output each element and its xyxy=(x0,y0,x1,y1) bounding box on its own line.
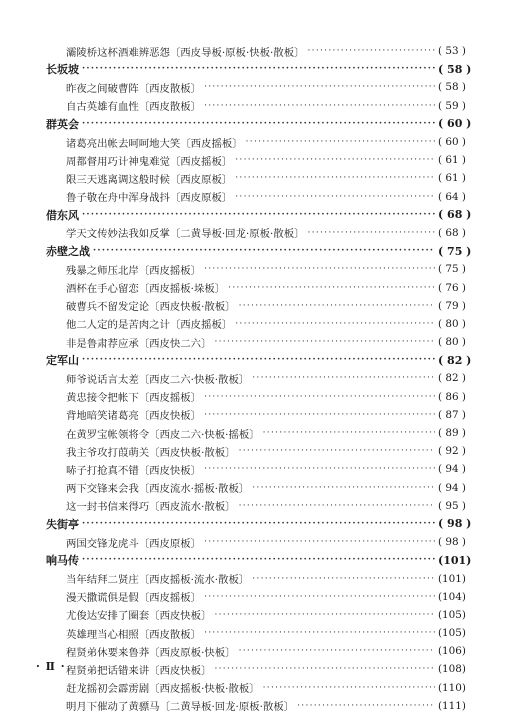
dot-leader xyxy=(239,646,435,656)
dot-leader xyxy=(239,446,435,456)
toc-entry-page: ( 58 ) xyxy=(438,62,472,76)
toc-entry xyxy=(46,569,478,587)
toc-section-heading xyxy=(46,115,478,133)
toc-entry-page: ( 59 ) xyxy=(438,99,466,112)
toc-entry-page: ( 87 ) xyxy=(438,408,466,421)
toc-entry xyxy=(46,660,478,678)
toc-entry-page: ( 68 ) xyxy=(438,208,472,222)
toc-entry-page: ( 60 ) xyxy=(438,136,466,149)
toc-entry-page: ( 82 ) xyxy=(438,372,466,385)
toc-entry-title: 失街亭 xyxy=(46,517,79,531)
toc-section-heading xyxy=(46,515,478,533)
dot-leader xyxy=(204,392,435,402)
toc-entry-title: 长坂坡 xyxy=(46,63,79,77)
toc-entry-page: ( 68 ) xyxy=(438,226,466,239)
toc-entry-page: ( 94 ) xyxy=(438,463,466,476)
toc-entry-page: (106) xyxy=(438,645,466,658)
toc-entry-title: 学天文传妙法我如反掌〔二黄导板·回龙·原板·散板〕 xyxy=(66,228,305,241)
toc-entry-page: ( 75 ) xyxy=(438,263,466,276)
toc-entry-title: 借东风 xyxy=(46,208,79,222)
toc-entry-page: (104) xyxy=(438,590,466,603)
dot-leader xyxy=(228,283,435,293)
toc-entry xyxy=(46,260,478,278)
table-of-contents xyxy=(46,42,478,715)
dot-leader xyxy=(204,264,435,274)
toc-entry xyxy=(46,497,478,515)
dot-leader xyxy=(239,301,435,311)
toc-entry xyxy=(46,460,478,478)
toc-entry-page: ( 60 ) xyxy=(438,117,472,131)
toc-entry-title: 哧子打抢真不错〔西皮快板〕 xyxy=(66,464,202,477)
toc-entry-page: ( 80 ) xyxy=(438,317,466,330)
toc-entry-page: ( 94 ) xyxy=(438,481,466,494)
toc-entry-page: ( 92 ) xyxy=(438,445,466,458)
toc-entry-page: ( 61 ) xyxy=(438,154,466,167)
dot-leader xyxy=(204,592,435,602)
toc-entry xyxy=(46,369,478,387)
toc-entry-title: 两下交锋来会我〔西皮流水·摇板·散板〕 xyxy=(66,483,250,496)
dot-leader xyxy=(263,428,435,438)
toc-entry-page: (101) xyxy=(438,572,466,585)
dot-leader xyxy=(235,192,435,202)
toc-entry-title: 鲁子敬在舟中浑身战抖〔西皮原板〕 xyxy=(66,192,233,205)
dot-leader xyxy=(252,373,435,383)
toc-entry-page: ( 89 ) xyxy=(438,427,466,440)
toc-entry-title: 尤俊达安排了圈套〔西皮快板〕 xyxy=(66,610,212,623)
toc-entry-title: 诸葛亮出帐去呵呵地大笑〔西皮摇板〕 xyxy=(66,137,243,150)
dot-leader xyxy=(252,483,435,493)
dot-leader xyxy=(82,119,435,129)
dot-leader xyxy=(308,46,435,56)
toc-entry-page: (111) xyxy=(438,699,466,712)
toc-entry-title: 破曹兵不留发定论〔西皮快板·散板〕 xyxy=(66,301,236,314)
toc-entry-title: 赶龙摇初会霹雳剧〔西皮摇板·快板·散板〕 xyxy=(66,683,260,696)
toc-entry-page: ( 53 ) xyxy=(438,45,466,58)
dot-leader xyxy=(204,537,435,547)
toc-entry-page: ( 98 ) xyxy=(438,536,466,549)
toc-entry-page: (108) xyxy=(438,663,466,676)
toc-entry xyxy=(46,406,478,424)
toc-entry-page: ( 75 ) xyxy=(438,244,472,258)
toc-entry xyxy=(46,588,478,606)
toc-entry xyxy=(46,97,478,115)
dot-leader xyxy=(263,683,435,693)
toc-entry xyxy=(46,679,478,697)
toc-entry xyxy=(46,424,478,442)
toc-entry xyxy=(46,188,478,206)
dot-leader xyxy=(235,319,435,329)
toc-entry-title: 当年结拜二贤庄〔西皮摇板·流水·散板〕 xyxy=(66,574,250,587)
toc-entry-title: 残暴之师压北岸〔西皮摇板〕 xyxy=(66,264,202,277)
toc-entry-page: ( 79 ) xyxy=(438,299,466,312)
dot-leader xyxy=(297,701,435,711)
toc-entry-title: 黄忠接令把帐下〔西皮摇板〕 xyxy=(66,392,202,405)
toc-entry-title: 定军山 xyxy=(46,354,79,368)
dot-leader xyxy=(214,610,435,620)
toc-entry xyxy=(46,442,478,460)
toc-entry xyxy=(46,642,478,660)
toc-entry-page: ( 80 ) xyxy=(438,336,466,349)
dot-leader xyxy=(82,210,435,220)
toc-entry xyxy=(46,297,478,315)
toc-entry-title: 在黄罗宝帐领将令〔西皮二六·快板·摇板〕 xyxy=(66,428,260,441)
toc-entry xyxy=(46,169,478,187)
toc-entry-page: ( 95 ) xyxy=(438,499,466,512)
toc-entry xyxy=(46,224,478,242)
dot-leader xyxy=(204,628,435,638)
dot-leader xyxy=(204,101,435,111)
dot-leader xyxy=(214,337,435,347)
dot-leader xyxy=(308,228,435,238)
toc-entry-title: 漫天撒谎俱是假〔西皮摇板〕 xyxy=(66,592,202,605)
toc-entry-title: 昨夜之间破曹阵〔西皮散板〕 xyxy=(66,82,202,95)
toc-entry xyxy=(46,78,478,96)
toc-entry-title: 他二人定的是苦肉之计〔西皮摇板〕 xyxy=(66,319,233,332)
toc-entry-title: 赤壁之战 xyxy=(46,245,90,259)
toc-entry xyxy=(46,697,478,715)
toc-entry-page: ( 98 ) xyxy=(438,517,472,531)
toc-section-heading xyxy=(46,351,478,369)
toc-entry-title: 响马传 xyxy=(46,554,79,568)
toc-entry-page: (110) xyxy=(438,681,466,694)
dot-leader xyxy=(82,555,435,565)
toc-entry-page: ( 76 ) xyxy=(438,281,466,294)
toc-entry xyxy=(46,278,478,296)
toc-entry-title: 这一封书信来得巧〔西皮流水·散板〕 xyxy=(66,501,236,514)
toc-section-heading xyxy=(46,551,478,569)
toc-entry-title: 英雄理当心相照〔西皮散板〕 xyxy=(66,628,202,641)
dot-leader xyxy=(214,664,435,674)
toc-entry-page: (105) xyxy=(438,627,466,640)
toc-entry-title: 群英会 xyxy=(46,117,79,131)
dot-leader xyxy=(252,574,435,584)
toc-entry-page: ( 86 ) xyxy=(438,390,466,403)
toc-entry-title: 背地暗笑诸葛亮〔西皮快板〕 xyxy=(66,410,202,423)
dot-leader xyxy=(82,355,435,365)
toc-entry-title: 我主爷攻打葭萌关〔西皮快板·散板〕 xyxy=(66,446,236,459)
dot-leader xyxy=(204,82,435,92)
toc-entry-page: ( 64 ) xyxy=(438,190,466,203)
toc-entry xyxy=(46,388,478,406)
toc-section-heading xyxy=(46,242,478,260)
toc-entry xyxy=(46,333,478,351)
toc-entry-page: (101) xyxy=(438,553,472,567)
dot-leader xyxy=(235,155,435,165)
toc-entry-title: 程贤弟休要来鲁莽〔西皮原板·快板〕 xyxy=(66,646,236,659)
toc-section-heading xyxy=(46,60,478,78)
dot-leader xyxy=(235,173,435,183)
page-number-footer: · Ⅱ · xyxy=(36,660,66,673)
toc-section-heading xyxy=(46,206,478,224)
dot-leader xyxy=(93,246,435,256)
dot-leader xyxy=(239,501,435,511)
toc-entry xyxy=(46,479,478,497)
dot-leader xyxy=(204,464,435,474)
toc-entry-title: 酒杯在手心留恋〔西皮摇板·垛板〕 xyxy=(66,283,226,296)
toc-entry-page: ( 61 ) xyxy=(438,172,466,185)
toc-entry xyxy=(46,533,478,551)
toc-entry-title: 明月下催动了黄骠马〔二黄导板·回龙·原板·散板〕 xyxy=(66,701,295,714)
dot-leader xyxy=(204,410,435,420)
dot-leader xyxy=(82,519,435,529)
toc-entry xyxy=(46,133,478,151)
toc-entry xyxy=(46,315,478,333)
toc-entry-title: 非是鲁肃荐应承〔西皮快二六〕 xyxy=(66,337,212,350)
toc-entry xyxy=(46,42,478,60)
toc-entry xyxy=(46,624,478,642)
toc-entry-page: ( 58 ) xyxy=(438,81,466,94)
toc-entry-title: 灞陵桥这杯酒难辨恶怨〔西皮导板·原板·快板·散板〕 xyxy=(66,46,305,59)
toc-entry-title: 限三天逃离调这般时候〔西皮原板〕 xyxy=(66,173,233,186)
dot-leader xyxy=(246,137,435,147)
toc-entry-title: 自古英雄有血性〔西皮散板〕 xyxy=(66,101,202,114)
toc-entry-page: ( 82 ) xyxy=(438,353,472,367)
dot-leader xyxy=(82,64,435,74)
toc-entry-title: 师爷说话言太差〔西皮二六·快板·散板〕 xyxy=(66,373,250,386)
toc-entry-title: 程贤弟把话错来讲〔西皮快板〕 xyxy=(66,664,212,677)
toc-entry-title: 两国交锋龙虎斗〔西皮原板〕 xyxy=(66,537,202,550)
toc-entry xyxy=(46,606,478,624)
toc-entry xyxy=(46,151,478,169)
toc-entry-title: 周都督用巧计神鬼难觉〔西皮摇板〕 xyxy=(66,155,233,168)
toc-entry-page: (105) xyxy=(438,608,466,621)
